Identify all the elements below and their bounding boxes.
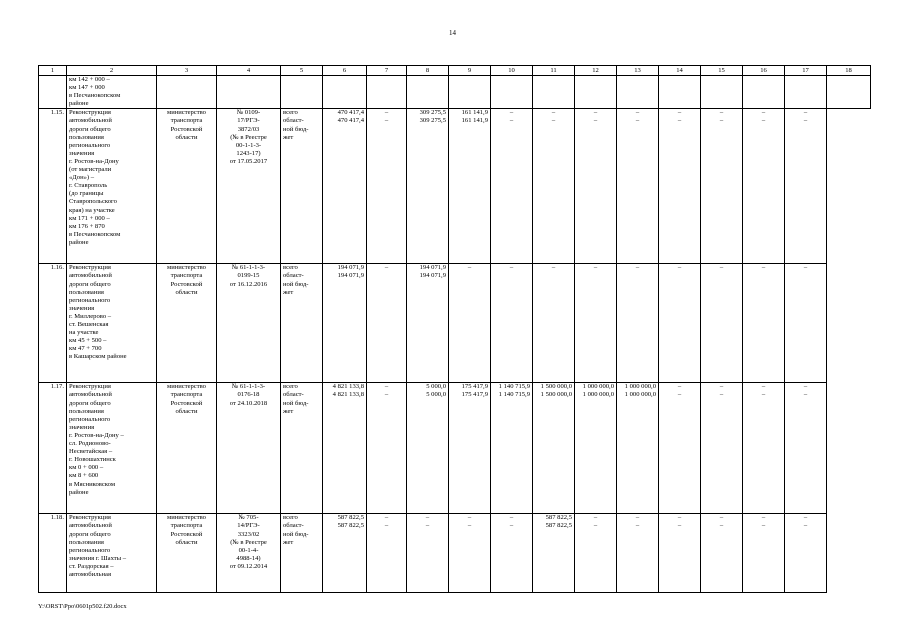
table-row xyxy=(39,383,871,514)
column-number-15: 15 xyxy=(701,66,743,76)
row-number: 1.17. xyxy=(39,383,67,514)
column-number-9: 9 xyxy=(449,66,491,76)
column-number-5: 5 xyxy=(281,66,323,76)
amount-cell: – xyxy=(617,264,659,383)
amount-cell: – xyxy=(367,264,407,383)
table-row-continued xyxy=(39,76,871,109)
column-number-17: 17 xyxy=(785,66,827,76)
expertise-doc: № 61-1-1-3- 0199-15 от 16.12.2016 xyxy=(217,264,281,383)
amount-cell: – – xyxy=(743,514,785,593)
amount-cell: – xyxy=(743,264,785,383)
amount-cell: – – xyxy=(743,109,785,264)
object-name: Реконструкция автомобильной дороги общего пользования регионального значения г. Миллерово – ст. Вешенская на участке км 45 + 500 – км 47 + 700 в Кашарском районе xyxy=(67,264,157,383)
expertise-doc: № 0109- 17/РГЭ- 3872/03 (№ в Реестре 00-1-1-3- 1243-17) от 17.05.2017 xyxy=(217,109,281,264)
amount-cell: – xyxy=(701,264,743,383)
column-number-13: 13 xyxy=(617,66,659,76)
amount-cell: 1 140 715,9 1 140 715,9 xyxy=(491,383,533,514)
amount-cell: 4 821 133,8 4 821 133,8 xyxy=(323,383,367,514)
amount-cell: – – xyxy=(367,109,407,264)
amount-cell: – – xyxy=(367,383,407,514)
amount-cell: – – xyxy=(785,383,827,514)
amount-cell: 1 000 000,0 1 000 000,0 xyxy=(575,383,617,514)
amount-cell: – – xyxy=(533,109,575,264)
object-name: Реконструкция автомобильной дороги общего пользования регионального значения г. Шахты – ст. Раздорская – автомобильная xyxy=(67,514,157,593)
amount-cell: – – xyxy=(407,514,449,593)
amount-cell: – – xyxy=(785,109,827,264)
expertise-doc: № 61-1-1-3- 0176-18 от 24.10.2018 xyxy=(217,383,281,514)
column-number-8: 8 xyxy=(407,66,449,76)
amount-cell: – – xyxy=(701,514,743,593)
column-number-2: 2 xyxy=(67,66,157,76)
table-row xyxy=(39,264,871,383)
column-number-12: 12 xyxy=(575,66,617,76)
amount-cell: – – xyxy=(449,514,491,593)
table-row xyxy=(39,109,871,264)
amount-cell: – – xyxy=(785,514,827,593)
file-path-footer: Y:\ORST\Ppo\0601p502.f20.docx xyxy=(38,603,127,610)
funding-source: всего област- ной бюд- жет xyxy=(281,383,323,514)
column-number-16: 16 xyxy=(743,66,785,76)
program-table xyxy=(38,65,871,593)
funding-source: всего област- ной бюд- жет xyxy=(281,264,323,383)
amount-cell: – – xyxy=(659,109,701,264)
amount-cell: 161 141,9 161 141,9 xyxy=(449,109,491,264)
funding-source: всего област- ной бюд- жет xyxy=(281,514,323,593)
column-number-6: 6 xyxy=(323,66,367,76)
amount-cell: – – xyxy=(743,383,785,514)
amount-cell: 194 071,9 194 071,9 xyxy=(323,264,367,383)
object-name: Реконструкция автомобильной дороги общего пользования регионального значения г. Ростов-на-Дону – сл. Родионово- Несветайская – г. Новошахтинск км 0 + 000 – км 8 + 600 в Мясниковском районе xyxy=(67,383,157,514)
amount-cell: – – xyxy=(701,383,743,514)
row-number: 1.15. xyxy=(39,109,67,264)
expertise-doc: № 705- 14/РГЭ- 3323/02 (№ в Реестре 00-1-4- 4988-14) от 09.12.2014 xyxy=(217,514,281,593)
column-number-14: 14 xyxy=(659,66,701,76)
amount-cell: – xyxy=(659,264,701,383)
amount-cell: – xyxy=(449,264,491,383)
amount-cell: – – xyxy=(367,514,407,593)
row-number: 1.18. xyxy=(39,514,67,593)
amount-cell: – – xyxy=(617,109,659,264)
column-number-11: 11 xyxy=(533,66,575,76)
amount-cell: – – xyxy=(617,514,659,593)
column-number-1: 1 xyxy=(39,66,67,76)
responsible-org: министерство транспорта Ростовской области xyxy=(157,264,217,383)
amount-cell: 309 275,5 309 275,5 xyxy=(407,109,449,264)
responsible-org: министерство транспорта Ростовской области xyxy=(157,109,217,264)
funding-source: всего област- ной бюд- жет xyxy=(281,109,323,264)
amount-cell: – – xyxy=(659,383,701,514)
column-number-7: 7 xyxy=(367,66,407,76)
amount-cell: – – xyxy=(575,514,617,593)
amount-cell: – – xyxy=(659,514,701,593)
amount-cell: 1 500 000,0 1 500 000,0 xyxy=(533,383,575,514)
amount-cell: 194 071,9 194 071,9 xyxy=(407,264,449,383)
amount-cell: 175 417,9 175 417,9 xyxy=(449,383,491,514)
column-number-10: 10 xyxy=(491,66,533,76)
row-number: 1.16. xyxy=(39,264,67,383)
amount-cell: – xyxy=(575,264,617,383)
amount-cell: 587 822,5 587 822,5 xyxy=(323,514,367,593)
object-name: Реконструкция автомобильной дороги общего пользования регионального значения г. Ростов-на-Дону (от магистрали «Дон») – г. Ставрополь (до границы Ставропольского края) на участке км 171 + 000 – км 176 + 870 в Песчанокопском районе xyxy=(67,109,157,264)
amount-cell: 587 822,5 587 822,5 xyxy=(533,514,575,593)
amount-cell: – xyxy=(533,264,575,383)
column-number-4: 4 xyxy=(217,66,281,76)
amount-cell: – – xyxy=(701,109,743,264)
amount-cell: – – xyxy=(491,109,533,264)
header-row xyxy=(39,66,871,76)
amount-cell: – xyxy=(491,264,533,383)
object-name: км 142 + 000 – км 147 + 000 в Песчанокопском районе xyxy=(67,76,157,109)
column-number-3: 3 xyxy=(157,66,217,76)
amount-cell: 470 417,4 470 417,4 xyxy=(323,109,367,264)
amount-cell: 5 000,0 5 000,0 xyxy=(407,383,449,514)
column-number-18: 18 xyxy=(827,66,871,76)
table-row xyxy=(39,514,871,593)
amount-cell: – – xyxy=(575,109,617,264)
responsible-org: министерство транспорта Ростовской области xyxy=(157,514,217,593)
page-number: 14 xyxy=(449,29,456,37)
amount-cell: – – xyxy=(491,514,533,593)
responsible-org: министерство транспорта Ростовской области xyxy=(157,383,217,514)
amount-cell: 1 000 000,0 1 000 000,0 xyxy=(617,383,659,514)
amount-cell: – xyxy=(785,264,827,383)
